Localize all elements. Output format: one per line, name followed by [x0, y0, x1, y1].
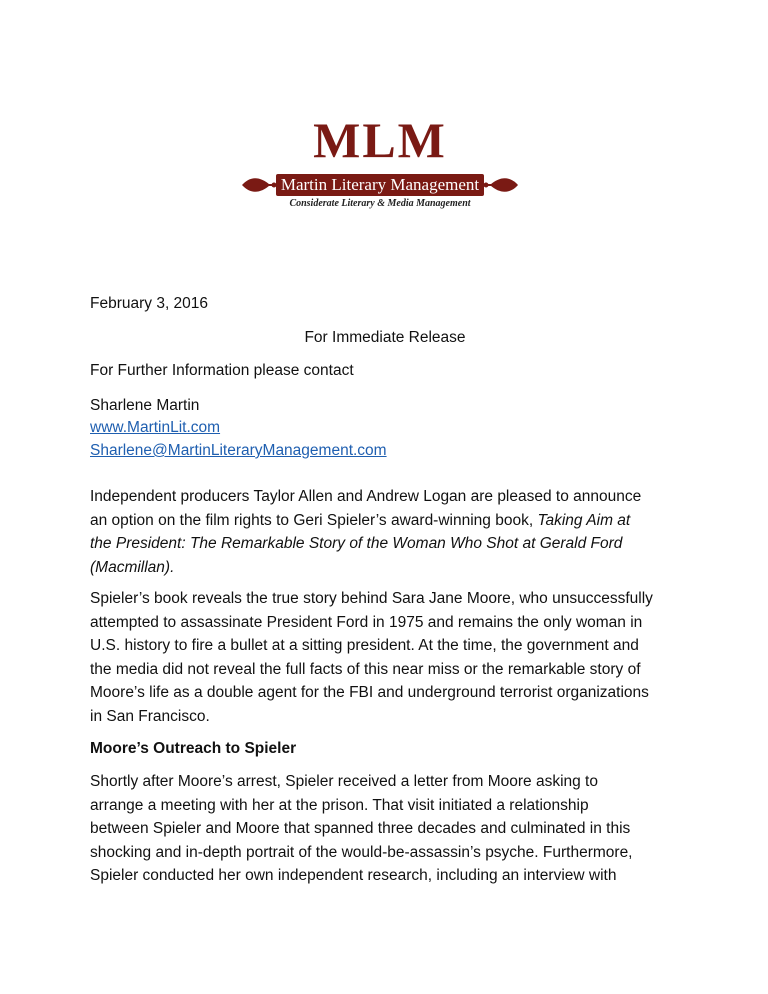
text-line: the media did not reveal the full facts of this near miss or the remarkable story of: [90, 660, 641, 678]
paragraph-book-summary: [90, 587, 680, 728]
book-title-part: (Macmillan).: [90, 558, 175, 576]
logo-acronym: MLM: [313, 112, 447, 168]
text-line: [90, 532, 680, 556]
book-title-part: Taking Aim at: [537, 511, 631, 529]
release-label: For Immediate Release: [304, 329, 466, 346]
website-link[interactable]: www.MartinLit.com: [90, 419, 221, 436]
section-heading: Moore’s Outreach to Spieler: [90, 740, 297, 757]
email-link[interactable]: Sharlene@MartinLiteraryManagement.com: [90, 442, 387, 459]
logo-tagline: Considerate Literary & Media Management: [289, 198, 471, 209]
release-date: February 3, 2016: [90, 295, 209, 312]
email-link-row: [90, 439, 680, 463]
text-line: arrange a meeting with her at the prison. That visit initiated a relationship: [90, 796, 589, 814]
book-title-part: the President: The Remarkable Story of the Woman Who Shot at Gerald Ford: [90, 535, 623, 552]
contact-name: Sharlene Martin: [90, 397, 200, 414]
text-line: [90, 556, 680, 580]
paragraph-outreach: [90, 770, 680, 888]
text-line: shocking and in-depth portrait of the would-be-assassin’s psyche. Furthermore,: [90, 843, 633, 861]
contact-intro: For Further Information please contact: [90, 362, 354, 379]
text-line: attempted to assassinate President Ford in 1975 and remains the only woman in: [90, 613, 643, 631]
logo-name: Martin Literary Management: [276, 174, 484, 196]
text-line: Spieler’s book reveals the true story behind Sara Jane Moore, who unsuccessfully: [90, 590, 653, 607]
text-line: U.S. history to fire a bullet at a sitting president. At the time, the government and: [90, 637, 639, 654]
text-line: Spieler conducted her own independent research, including an interview with: [90, 867, 617, 884]
text-line: Shortly after Moore’s arrest, Spieler received a letter from Moore asking to: [90, 773, 598, 790]
text-line: between Spieler and Moore that spanned three decades and culminated in this: [90, 820, 631, 837]
website-link-row: [90, 416, 680, 440]
text-line: in San Francisco.: [90, 707, 210, 725]
mlm-logo: [240, 112, 520, 212]
text-line: Moore’s life as a double agent for the FBI and underground terrorist organizations: [90, 684, 649, 701]
paragraph-announcement: [90, 485, 680, 579]
text-line: Independent producers Taylor Allen and Andrew Logan are pleased to announce: [90, 488, 642, 505]
text-line: an option on the film rights to Geri Spieler’s award-winning book, Taking Aim at: [90, 511, 631, 529]
